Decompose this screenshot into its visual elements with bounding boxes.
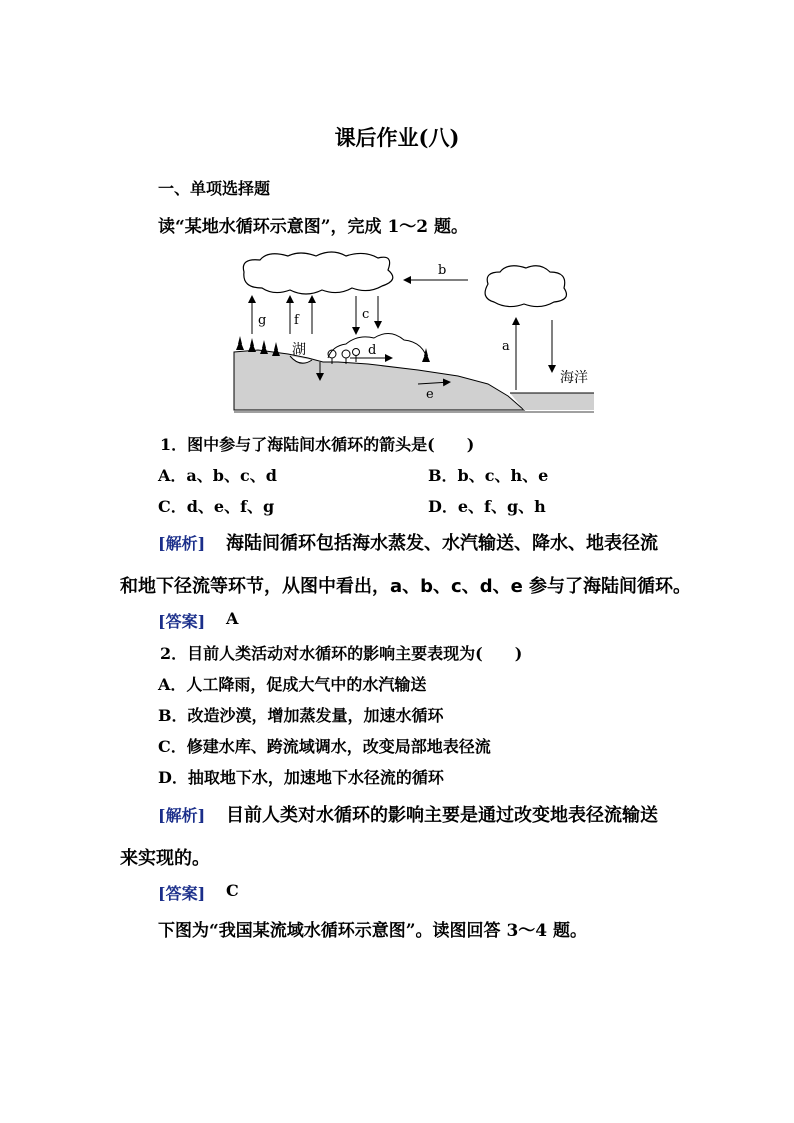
q2-answer-tag: [答案]: [158, 884, 206, 903]
q2-option-a: A．人工降雨，促成大气中的水汽输送: [158, 675, 427, 694]
label-b: b: [438, 263, 447, 278]
intro-text-1: 读“某地水循环示意图”，完成 1～2 题。: [158, 217, 469, 237]
q1-analysis-line-2: 和地下径流等环节，从图中看出，a、b、c、d、e 参与了海陆间循环。: [120, 576, 692, 597]
label-e: e: [426, 387, 434, 402]
q1-answer: A: [226, 609, 239, 628]
label-ocean: 海洋: [560, 370, 588, 386]
q1-option-b: B．b、c、h、e: [428, 466, 549, 485]
water-cycle-diagram: [228, 250, 600, 420]
q2-analysis-line-2: 来实现的。: [120, 848, 210, 869]
q1-analysis-line-1: 海陆间循环包括海水蒸发、水汽输送、降水、地表径流: [226, 533, 658, 554]
intro-text-2: 下图为“我国某流域水循环示意图”。读图回答 3～4 题。: [158, 921, 588, 941]
question-1-stem: 1．图中参与了海陆间水循环的箭头是( ): [160, 435, 475, 454]
q1-answer-tag: [答案]: [158, 612, 206, 631]
page-title: 课后作业(八): [334, 125, 460, 150]
q2-answer: C: [226, 881, 239, 900]
label-d: d: [368, 343, 377, 358]
q2-analysis-line-1: 目前人类对水循环的影响主要是通过改变地表径流输送: [226, 805, 658, 826]
q2-option-d: D．抽取地下水，加速地下水径流的循环: [158, 768, 444, 787]
ocean-area: [510, 393, 594, 410]
q2-option-b: B．改造沙漠，增加蒸发量，加速水循环: [158, 706, 444, 725]
cloud-right: [485, 266, 566, 307]
q2-option-c: C．修建水库、跨流域调水，改变局部地表径流: [158, 737, 491, 756]
question-2-stem: 2．目前人类活动对水循环的影响主要表现为( ): [160, 644, 523, 663]
label-a: a: [502, 339, 510, 354]
section-heading: 一、单项选择题: [158, 179, 271, 198]
label-g: g: [258, 313, 267, 328]
label-f: f: [294, 313, 299, 328]
label-lake: 湖: [292, 342, 306, 358]
q1-option-c: C．d、e、f、g: [158, 497, 275, 516]
label-c: c: [362, 307, 370, 322]
q1-option-d: D．e、f、g、h: [428, 497, 546, 516]
q2-analysis-tag: [解析]: [158, 806, 206, 825]
cloud-left: [243, 252, 392, 294]
q1-analysis-tag: [解析]: [158, 534, 206, 553]
q1-option-a: A．a、b、c、d: [158, 466, 277, 485]
